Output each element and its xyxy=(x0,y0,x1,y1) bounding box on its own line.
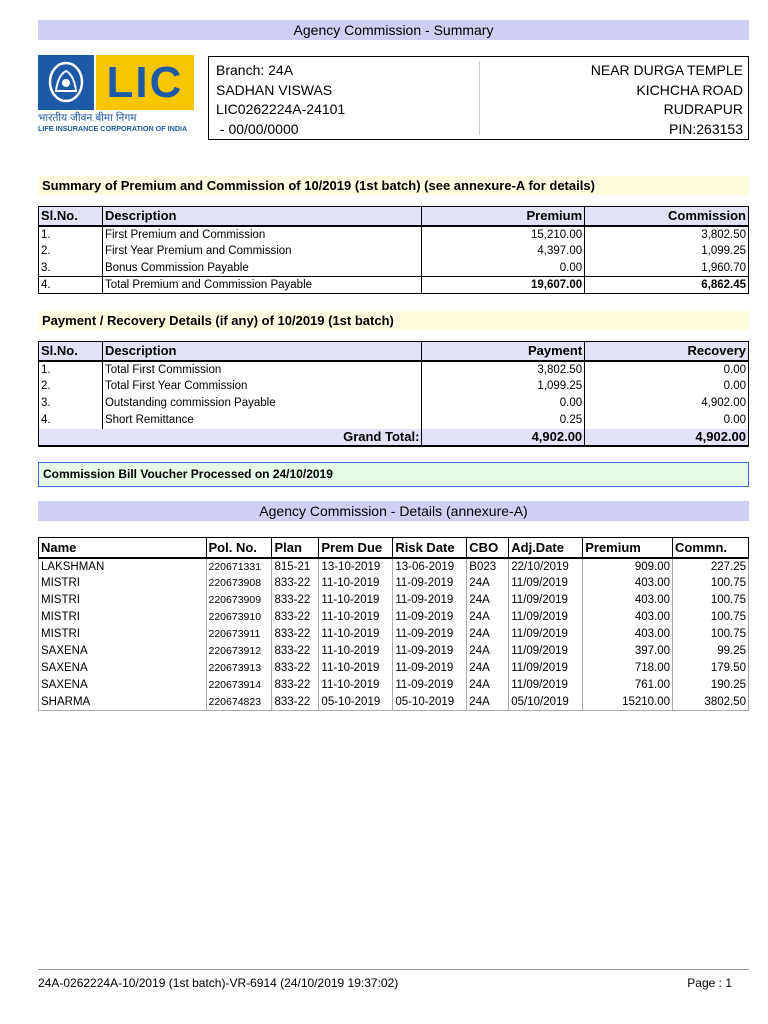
hands-lamp-icon xyxy=(48,61,84,103)
cell: 1,099.25 xyxy=(422,378,585,395)
address-pin: PIN:263153 xyxy=(669,120,743,137)
cell: 220673914 xyxy=(206,677,272,694)
grand-total-row xyxy=(39,429,749,446)
cell: Total First Commission xyxy=(102,361,421,378)
table-row xyxy=(39,643,749,660)
cell: Bonus Commission Payable xyxy=(102,260,421,277)
table-row xyxy=(39,558,749,575)
cell: 22/10/2019 xyxy=(509,558,583,575)
cell: 11/09/2019 xyxy=(509,677,583,694)
cell: 11-09-2019 xyxy=(393,592,467,609)
cell: Total First Year Commission xyxy=(102,378,421,395)
cell: 2. xyxy=(39,243,103,260)
payment-table xyxy=(38,341,749,447)
branch-line: Branch: 24A xyxy=(216,62,294,78)
cell: 403.00 xyxy=(583,575,673,592)
cell: 403.00 xyxy=(583,626,673,643)
cell: 11-09-2019 xyxy=(393,575,467,592)
agent-code: LIC0262224A-24101 xyxy=(216,101,346,117)
cell: 833-22 xyxy=(272,643,319,660)
cell: 190.25 xyxy=(673,677,749,694)
cell: 11-10-2019 xyxy=(319,643,393,660)
cell: 15210.00 xyxy=(583,694,673,711)
col-header: Commission xyxy=(585,207,749,226)
cell: 11-10-2019 xyxy=(319,677,393,694)
table-row xyxy=(39,260,749,277)
cell: 11/09/2019 xyxy=(509,592,583,609)
cell: 24A xyxy=(467,643,509,660)
cell: 0.25 xyxy=(422,412,585,429)
cell: MISTRI xyxy=(39,592,207,609)
cell: 4. xyxy=(39,412,103,429)
cell: 24A xyxy=(467,694,509,711)
address-line-1: NEAR DURGA TEMPLE xyxy=(590,62,743,78)
col-header: Prem Due xyxy=(319,538,393,558)
voucher-notice: Commission Bill Voucher Processed on 24/10/2019 xyxy=(38,462,749,487)
col-header: Adj.Date xyxy=(509,538,583,558)
cell: 24A xyxy=(467,592,509,609)
col-header: Commn. xyxy=(673,538,749,558)
cell: Total Premium and Commission Payable xyxy=(102,277,421,294)
cell: 220673913 xyxy=(206,660,272,677)
table-row xyxy=(39,412,749,429)
cell: 11-10-2019 xyxy=(319,660,393,677)
agent-date: - 00/00/0000 xyxy=(216,120,299,137)
cell: SAXENA xyxy=(39,677,207,694)
col-header: Premium xyxy=(583,538,673,558)
col-header: Sl.No. xyxy=(39,342,103,361)
cell: 220671331 xyxy=(206,558,272,575)
col-header: Description xyxy=(102,207,421,226)
cell: 3. xyxy=(39,395,103,412)
cell: 11/09/2019 xyxy=(509,643,583,660)
cell: 11-10-2019 xyxy=(319,592,393,609)
details-title: Agency Commission - Details (annexure-A) xyxy=(38,501,749,521)
cell: 220673912 xyxy=(206,643,272,660)
cell: 3,802.50 xyxy=(585,226,749,243)
cell: 05-10-2019 xyxy=(393,694,467,711)
cell: 11-10-2019 xyxy=(319,575,393,592)
table-row xyxy=(39,226,749,243)
cell: 0.00 xyxy=(422,395,585,412)
grand-total-label: Grand Total: xyxy=(39,429,422,446)
cell: 1,960.70 xyxy=(585,260,749,277)
cell: 220674823 xyxy=(206,694,272,711)
col-header: Recovery xyxy=(585,342,749,361)
details-table xyxy=(38,537,749,711)
cell: 815-21 xyxy=(272,558,319,575)
cell: 24A xyxy=(467,626,509,643)
cell: 0.00 xyxy=(585,361,749,378)
cell: 13-06-2019 xyxy=(393,558,467,575)
cell: 100.75 xyxy=(673,626,749,643)
cell: 220673911 xyxy=(206,626,272,643)
col-header: Description xyxy=(102,342,421,361)
cell: 100.75 xyxy=(673,609,749,626)
cell: MISTRI xyxy=(39,626,207,643)
col-header: Risk Date xyxy=(393,538,467,558)
address-line-2: KICHCHA ROAD xyxy=(636,81,743,98)
page-number: Page : 1 xyxy=(687,976,732,990)
cell: 833-22 xyxy=(272,694,319,711)
cell: 227.25 xyxy=(673,558,749,575)
table-row xyxy=(39,361,749,378)
table-row xyxy=(39,592,749,609)
lic-logo xyxy=(38,55,195,135)
cell: First Year Premium and Commission xyxy=(102,243,421,260)
logo-hindi-text: भारतीय जीवन बीमा निगम xyxy=(38,112,137,124)
cell: 15,210.00 xyxy=(422,226,585,243)
cell: 6,862.45 xyxy=(585,277,749,294)
cell: 718.00 xyxy=(583,660,673,677)
cell: SAXENA xyxy=(39,660,207,677)
address-line-3: RUDRAPUR xyxy=(663,101,743,117)
cell: 4,902.00 xyxy=(585,395,749,412)
table-row xyxy=(39,660,749,677)
table-row xyxy=(39,694,749,711)
cell: 3802.50 xyxy=(673,694,749,711)
cell: MISTRI xyxy=(39,575,207,592)
cell: 3. xyxy=(39,260,103,277)
agent-name: SADHAN VISWAS xyxy=(216,81,333,98)
cell: 833-22 xyxy=(272,575,319,592)
table-row xyxy=(39,277,749,294)
page-title: Agency Commission - Summary xyxy=(38,20,749,40)
cell: 3,802.50 xyxy=(422,361,585,378)
cell: First Premium and Commission xyxy=(102,226,421,243)
cell: 833-22 xyxy=(272,660,319,677)
col-header: Payment xyxy=(422,342,585,361)
cell: 11-09-2019 xyxy=(393,677,467,694)
cell: Short Remittance xyxy=(102,412,421,429)
cell: B023 xyxy=(467,558,509,575)
cell: 13-10-2019 xyxy=(319,558,393,575)
cell: 11-10-2019 xyxy=(319,609,393,626)
table-row xyxy=(39,378,749,395)
cell: 403.00 xyxy=(583,592,673,609)
cell: 11-09-2019 xyxy=(393,626,467,643)
logo-emblem xyxy=(38,55,94,110)
branch-info-box xyxy=(208,56,749,140)
cell: 24A xyxy=(467,677,509,694)
cell: 11-09-2019 xyxy=(393,643,467,660)
cell: 11/09/2019 xyxy=(509,609,583,626)
cell: 11-10-2019 xyxy=(319,626,393,643)
footer-reference: 24A-0262224A-10/2019 (1st batch)-VR-6914 (24/10/2019 19:37:02) xyxy=(38,976,399,990)
table-row xyxy=(39,243,749,260)
cell: 220673910 xyxy=(206,609,272,626)
logo-english-text: LIFE INSURANCE CORPORATION OF INDIA xyxy=(38,124,188,133)
table-row xyxy=(39,626,749,643)
cell: 1. xyxy=(39,361,103,378)
cell: 220673908 xyxy=(206,575,272,592)
cell: 05/10/2019 xyxy=(509,694,583,711)
cell: SAXENA xyxy=(39,643,207,660)
cell: 833-22 xyxy=(272,592,319,609)
cell: SHARMA xyxy=(39,694,207,711)
col-header: Plan xyxy=(272,538,319,558)
grand-total-payment: 4,902.00 xyxy=(422,429,585,446)
cell: 833-22 xyxy=(272,626,319,643)
col-header: Name xyxy=(39,538,207,558)
cell: 220673909 xyxy=(206,592,272,609)
cell: 19,607.00 xyxy=(422,277,585,294)
cell: 761.00 xyxy=(583,677,673,694)
cell: 11-09-2019 xyxy=(393,660,467,677)
table-row xyxy=(39,395,749,412)
cell: 11/09/2019 xyxy=(509,626,583,643)
cell: 0.00 xyxy=(585,412,749,429)
cell: 4,397.00 xyxy=(422,243,585,260)
cell: MISTRI xyxy=(39,609,207,626)
cell: 0.00 xyxy=(422,260,585,277)
cell: 909.00 xyxy=(583,558,673,575)
cell: 24A xyxy=(467,609,509,626)
cell: 11-09-2019 xyxy=(393,609,467,626)
cell: 05-10-2019 xyxy=(319,694,393,711)
grand-total-recovery: 4,902.00 xyxy=(585,429,749,446)
cell: 11/09/2019 xyxy=(509,660,583,677)
cell: 2. xyxy=(39,378,103,395)
summary-table xyxy=(38,206,749,294)
cell: 403.00 xyxy=(583,609,673,626)
cell: 1. xyxy=(39,226,103,243)
cell: 11/09/2019 xyxy=(509,575,583,592)
cell: 100.75 xyxy=(673,592,749,609)
table-row xyxy=(39,609,749,626)
cell: 179.50 xyxy=(673,660,749,677)
col-header: CBO xyxy=(467,538,509,558)
table-row xyxy=(39,677,749,694)
cell: 0.00 xyxy=(585,378,749,395)
col-header: Pol. No. xyxy=(206,538,272,558)
cell: 833-22 xyxy=(272,609,319,626)
cell: 24A xyxy=(467,575,509,592)
cell: 99.25 xyxy=(673,643,749,660)
col-header: Sl.No. xyxy=(39,207,103,226)
cell: Outstanding commission Payable xyxy=(102,395,421,412)
summary-heading: Summary of Premium and Commission of 10/2019 (1st batch) (see annexure-A for details) xyxy=(38,176,749,195)
cell: LAKSHMAN xyxy=(39,558,207,575)
cell: 1,099.25 xyxy=(585,243,749,260)
col-header: Premium xyxy=(422,207,585,226)
payment-heading: Payment / Recovery Details (if any) of 10/2019 (1st batch) xyxy=(38,311,749,330)
cell: 24A xyxy=(467,660,509,677)
table-row xyxy=(39,575,749,592)
cell: 833-22 xyxy=(272,677,319,694)
cell: 100.75 xyxy=(673,575,749,592)
logo-wordmark: LIC xyxy=(106,58,184,107)
cell: 4. xyxy=(39,277,103,294)
cell: 397.00 xyxy=(583,643,673,660)
